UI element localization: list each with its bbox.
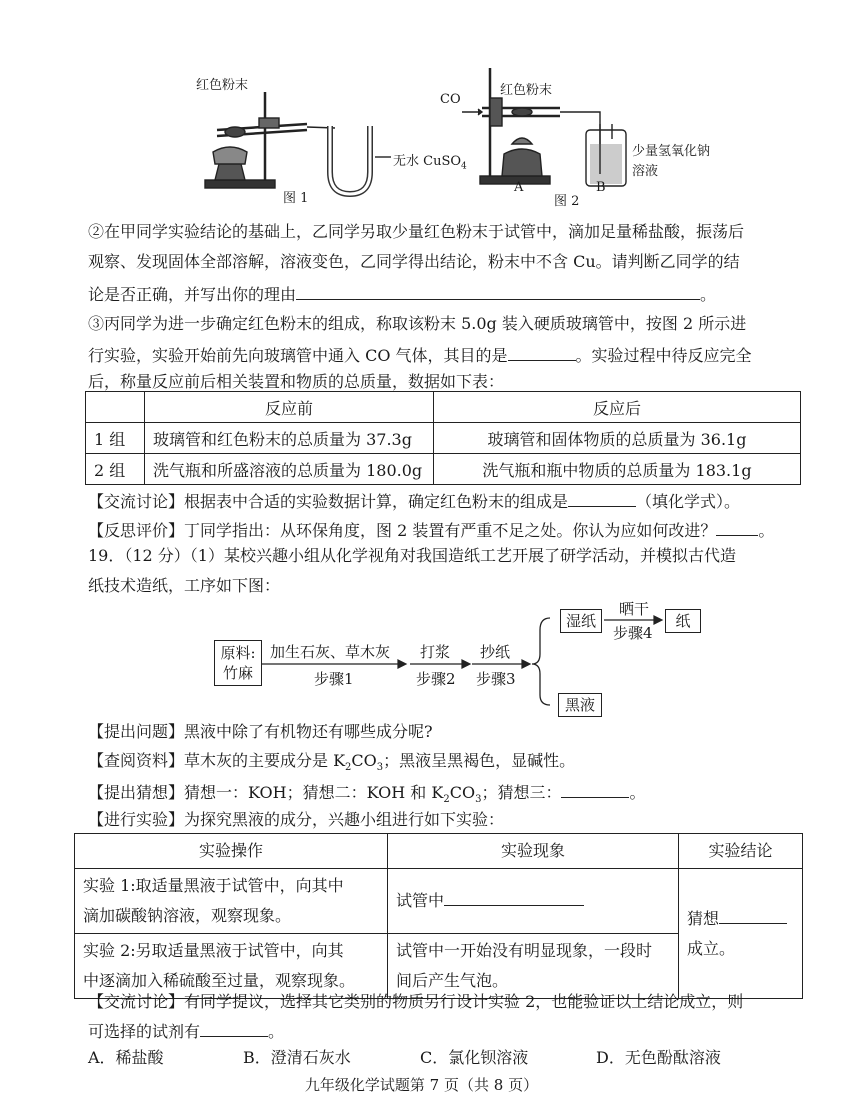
discussion-1: 【交流讨论】根据表中合适的实验数据计算，确定红色粉末的组成是 （填化学式）。 bbox=[88, 492, 741, 511]
para3-line1: ③丙同学为进一步确定红色粉末的组成，称取该粉末 5.0g 装入硬质玻璃管中，按图 2 所示进 bbox=[88, 314, 747, 333]
flow-black-liquor-box: 黑液 bbox=[558, 693, 602, 717]
para2-line3: 论是否正确，并写出你的理由 。 bbox=[88, 285, 717, 304]
answer-blank-phenomenon[interactable] bbox=[444, 889, 584, 906]
para2-line2: 观察、发现固体全部溶解，溶液变色，乙同学得出结论，粉末中不含 Cu。请判断乙同学的结 bbox=[88, 252, 740, 271]
option-b: B．澄清石灰水 bbox=[243, 1048, 351, 1067]
reflection: 【反思评价】丁同学指出：从环保角度，图 2 装置有严重不足之处。你认为应如何改进？ 。 bbox=[88, 521, 775, 540]
experiment-table bbox=[74, 833, 803, 999]
table-cell: 洗气瓶和瓶中物质的总质量为 183.1g bbox=[434, 454, 801, 485]
ask-question: 【提出问题】黑液中除了有机物还有哪些成分呢? bbox=[88, 722, 433, 741]
answer-blank-conclusion[interactable] bbox=[719, 907, 787, 924]
flow-step3-bottom: 步骤3 bbox=[476, 670, 516, 688]
exp1-operation: 实验 1:取适量黑液于试管中，向其中 滴加碳酸钠溶液，观察现象。 bbox=[75, 869, 388, 934]
hypothesis: 【提出猜想】猜想一：KOH；猜想二：KOH 和 $K_2CO_3$；猜想三： 。 bbox=[88, 783, 646, 806]
flow-step4-bottom: 步骤4 bbox=[613, 624, 653, 642]
answer-blank-reagent[interactable] bbox=[200, 1020, 268, 1037]
fig2-a-label: A bbox=[514, 180, 524, 195]
table-cell: 洗气瓶和所盛溶液的总质量为 180.0g bbox=[145, 454, 434, 485]
fig1-powder-label: 红色粉末 bbox=[196, 78, 249, 93]
table-row bbox=[75, 869, 803, 934]
conclusion-cell: 猜想 成立。 bbox=[679, 869, 803, 999]
table-header-cell: 实验结论 bbox=[679, 834, 803, 869]
fig2-caption: 图 2 bbox=[554, 194, 580, 209]
discussion-2-line2: 可选择的试剂有 。 bbox=[88, 1022, 285, 1041]
answer-blank-guess3[interactable] bbox=[561, 781, 629, 798]
fig2-naoh-label-2: 溶液 bbox=[632, 164, 659, 179]
option-a: A．稀盐酸 bbox=[88, 1048, 164, 1067]
option-c: C．氯化钡溶液 bbox=[420, 1048, 529, 1067]
para2-line1: ②在甲同学实验结论的基础上，乙同学另取少量红色粉末于试管中，滴加足量稀盐酸，振荡后 bbox=[88, 222, 745, 241]
exp2-phenomenon: 试管中一开始没有明显现象，一段时 间后产生气泡。 bbox=[388, 934, 679, 999]
table-header-row bbox=[75, 834, 803, 869]
table-cell: 玻璃管和红色粉末的总质量为 37.3g bbox=[145, 423, 434, 454]
experiment-intro: 【进行实验】为探究黑液的成分，兴趣小组进行如下实验： bbox=[88, 810, 505, 829]
q19-line1: 19．（12 分）（1）某校兴趣小组从化学视角对我国造纸工艺开展了研学活动，并模拟古代造 bbox=[88, 546, 736, 565]
table-header-cell: 实验操作 bbox=[75, 834, 388, 869]
page-footer: 九年级化学试题第 7 页（共 8 页） bbox=[304, 1076, 539, 1094]
flow-step1-top: 加生石灰、草木灰 bbox=[270, 643, 391, 661]
flow-paper-box: 纸 bbox=[665, 609, 701, 633]
para3-line2: 行实验，实验开始前先向玻璃管中通入 CO 气体，其目的是 。实验过程中待反应完全 bbox=[88, 346, 752, 365]
table-cell: 1 组 bbox=[86, 423, 145, 454]
table-cell: 玻璃管和固体物质的总质量为 36.1g bbox=[434, 423, 801, 454]
flow-wet-paper-box: 湿纸 bbox=[560, 609, 602, 633]
fig2-b-label: B bbox=[596, 180, 606, 195]
table-header-cell: 实验现象 bbox=[388, 834, 679, 869]
flow-step4-top: 晒干 bbox=[619, 600, 650, 618]
fig2-powder-label: 红色粉末 bbox=[500, 83, 553, 98]
flow-step3-top: 抄纸 bbox=[480, 643, 511, 661]
fig1-caption: 图 1 bbox=[283, 191, 309, 206]
fig1-cuso4-label: 无水 CuSO$_4$ bbox=[393, 154, 467, 172]
fig2-co-label: CO bbox=[440, 92, 461, 107]
table-header-cell: 反应后 bbox=[434, 392, 801, 423]
flow-step2-top: 打浆 bbox=[420, 643, 451, 661]
exp1-phenomenon: 试管中 bbox=[388, 869, 679, 934]
discussion-2-line1: 【交流讨论】有同学提议，选择其它类别的物质另行设计实验 2，也能验证以上结论成立，则 bbox=[88, 992, 744, 1011]
q19-line2: 纸技术造纸，工序如下图： bbox=[88, 576, 281, 595]
option-d: D．无色酚酞溶液 bbox=[596, 1048, 721, 1067]
table-cell: 2 组 bbox=[86, 454, 145, 485]
exp2-operation: 实验 2:另取适量黑液于试管中，向其 中逐滴加入稀硫酸至过量，观察现象。 bbox=[75, 934, 388, 999]
flow-raw-label-2: 竹麻 bbox=[222, 664, 253, 682]
flow-step1-bottom: 步骤1 bbox=[314, 670, 354, 688]
flow-step2-bottom: 步骤2 bbox=[416, 670, 456, 688]
fig2-naoh-label-1: 少量氢氧化钠 bbox=[632, 144, 711, 159]
para3-line3: 后，称量反应前后相关装置和物质的总质量，数据如下表： bbox=[88, 372, 505, 391]
lookup-info: 【查阅资料】草木灰的主要成分是 $K_2CO_3$；黑液呈黑褐色，显碱性。 bbox=[88, 751, 576, 774]
flow-raw-label-1: 原料: bbox=[220, 644, 256, 662]
table-header-cell: 反应前 bbox=[145, 392, 434, 423]
